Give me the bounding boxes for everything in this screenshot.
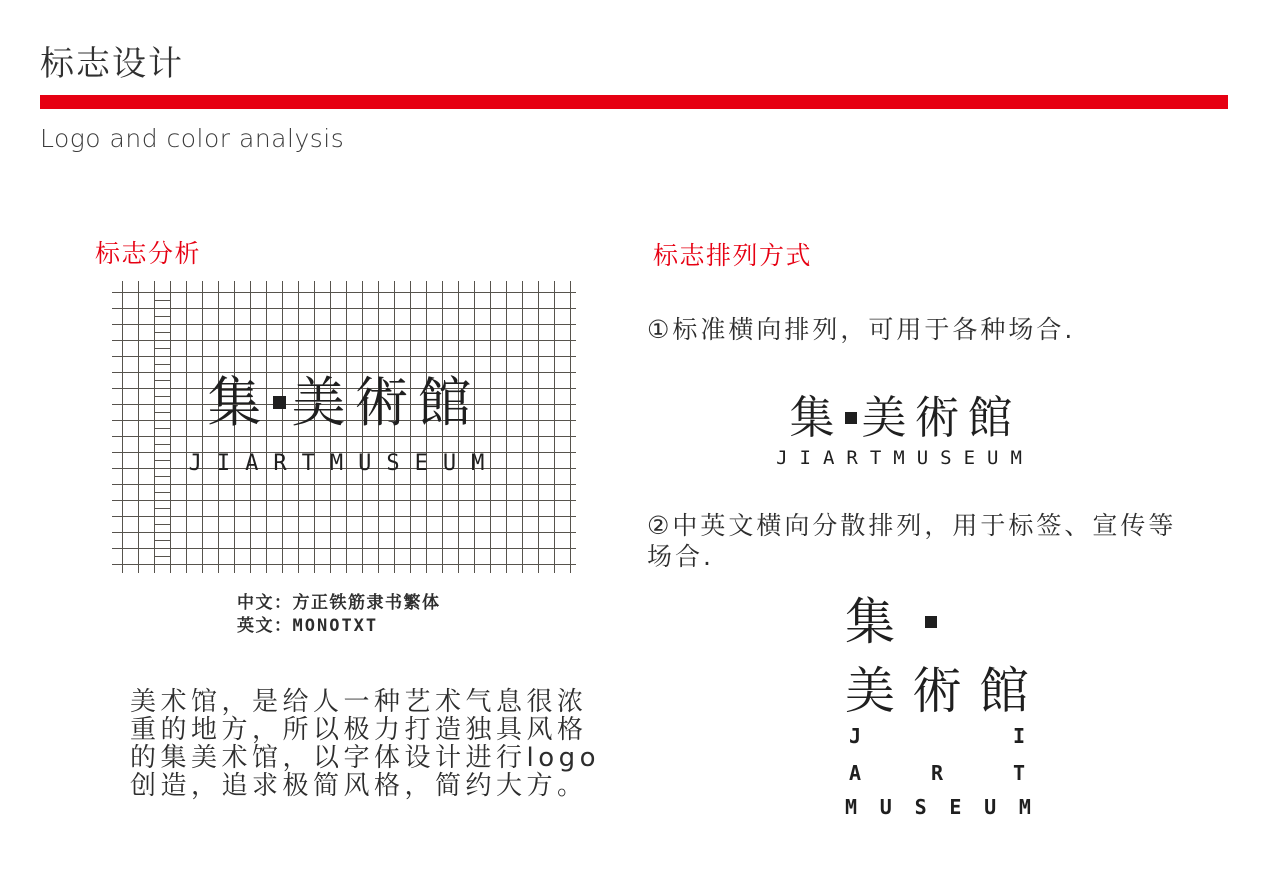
section-title-arrangement: 标志排列方式	[653, 241, 813, 270]
dispersed-logo	[845, 593, 1046, 830]
dispersed-letter: M	[845, 795, 858, 819]
font-note-cn: 中文：方正铁筋隶书繁体	[237, 593, 441, 613]
arrangement-item-2	[647, 510, 1176, 572]
arrangement-item-1: ①标准横向排列，可用于各种场合.	[647, 315, 1076, 344]
paragraph-line: 美术馆，是给人一种艺术气息很浓	[130, 687, 588, 717]
dispersed-en-row-museum	[845, 797, 1031, 817]
logo-dot-icon	[925, 616, 937, 628]
paragraph-line: 的集美术馆，以字体设计进行logo	[130, 743, 601, 773]
font-note-en-label: 英文：	[237, 616, 293, 636]
dispersed-letter: T	[1012, 761, 1025, 785]
font-note-en-value: MONOTXT	[292, 616, 379, 636]
logo-grid-panel	[112, 281, 576, 573]
dispersed-letter: E	[949, 795, 962, 819]
horizontal-logo-en: JIARTMUSEUM	[776, 446, 1034, 469]
dispersed-letter: U	[879, 795, 892, 819]
font-note	[237, 592, 441, 638]
dispersed-cn-row2: 美術館	[845, 662, 1046, 720]
dispersed-letter: A	[849, 761, 862, 785]
logo-cn-first: 集	[207, 371, 271, 434]
dispersed-en-row-art	[845, 763, 1031, 783]
arrangement-item-2-line: ②中英文横向分散排列，用于标签、宣传等	[647, 511, 1177, 540]
paragraph-line: 重的地方，所以极力打造独具风格	[130, 715, 588, 745]
dispersed-letter: I	[1012, 724, 1025, 748]
grid-logo-en: JIARTMUSEUM	[188, 451, 500, 476]
accent-divider-bar	[40, 95, 1228, 109]
font-note-en	[237, 615, 441, 638]
horizontal-logo	[755, 392, 1055, 469]
paragraph-line: 创造，追求极简风格，简约大方。	[130, 771, 588, 801]
dispersed-letter: U	[984, 795, 997, 819]
logo-cn-first: 集	[845, 593, 895, 651]
dispersed-cn-row1	[845, 593, 937, 651]
logo-dot-icon	[845, 412, 857, 424]
grid-logo-cn	[112, 373, 576, 432]
arrangement-item-2-line: 场合.	[647, 542, 714, 571]
logo-dot-icon	[273, 396, 286, 409]
page-subtitle: Logo and color analysis	[40, 124, 345, 153]
logo-cn-rest: 美術館	[861, 391, 1021, 444]
dispersed-letter: J	[849, 724, 862, 748]
dispersed-en-row-ji	[845, 726, 1031, 746]
analysis-paragraph	[130, 688, 600, 800]
dispersed-letter: R	[930, 761, 944, 785]
logo-cn-first: 集	[789, 391, 843, 444]
dispersed-letter: S	[914, 795, 927, 819]
section-title-analysis: 标志分析	[95, 239, 202, 268]
horizontal-logo-cn	[755, 392, 1055, 444]
page-title: 标志设计	[40, 44, 184, 84]
logo-cn-rest: 美術館	[291, 371, 481, 434]
dispersed-letter: M	[1018, 795, 1031, 819]
